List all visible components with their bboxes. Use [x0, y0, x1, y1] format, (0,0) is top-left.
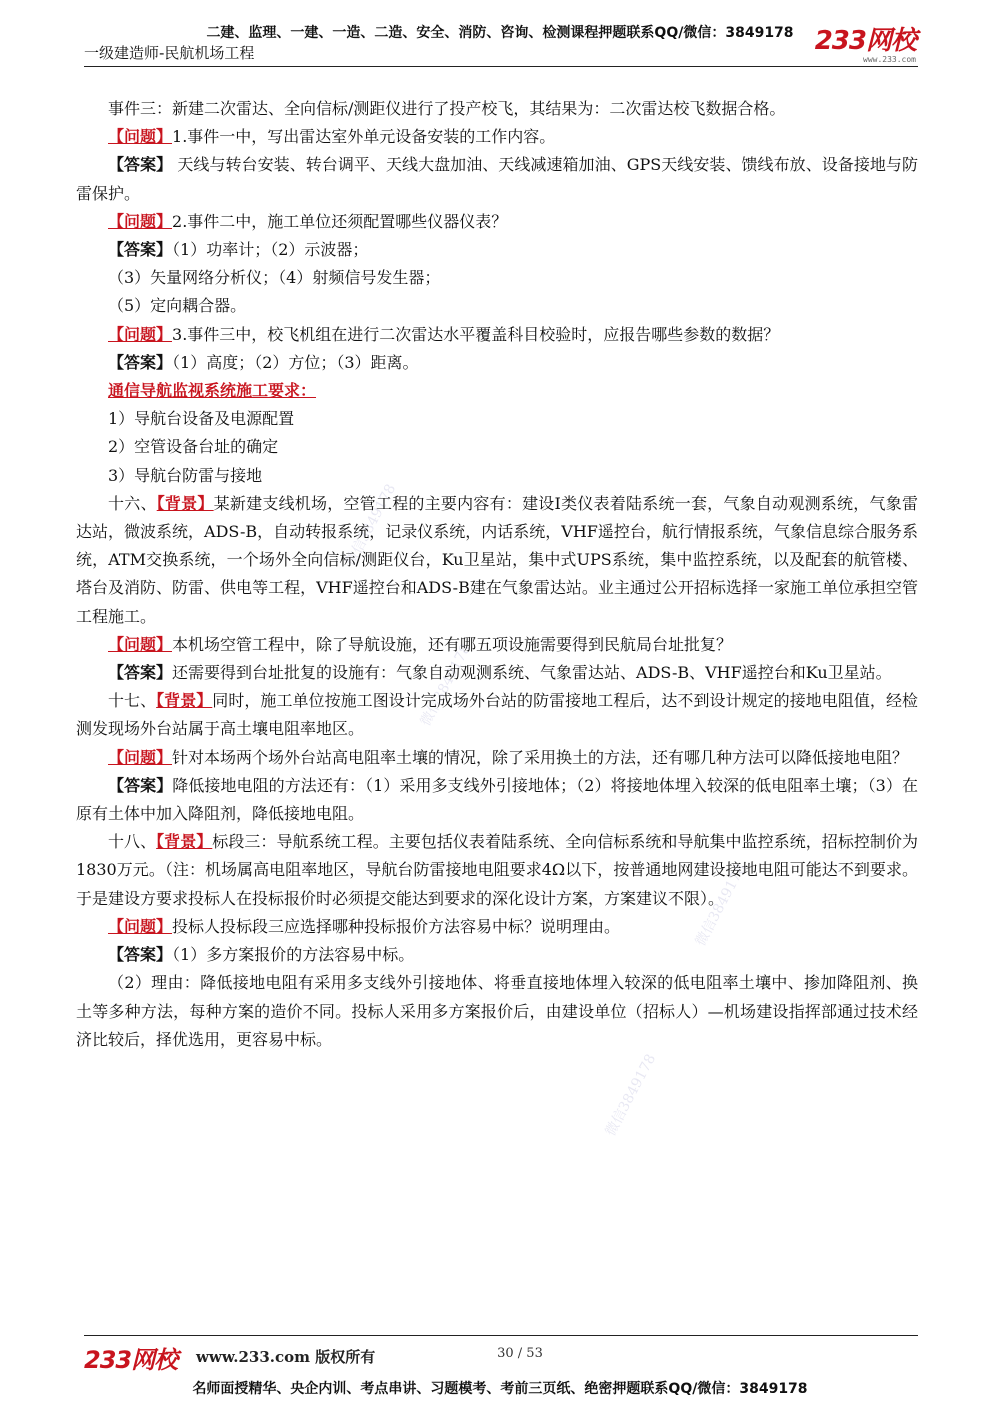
document-body: [76, 95, 918, 1054]
question-paragraph: 【问题】投标人投标段三应选择哪种投标报价方法容易中标？说明理由。: [108, 916, 621, 936]
document-subtitle: 一级建造师-民航机场工程: [84, 44, 255, 62]
footer-copyright: www.233.com 版权所有: [196, 1348, 376, 1366]
answer-line: （3）矢量网络分析仪；（4）射频信号发生器；: [108, 268, 441, 288]
logo-url: www.233.com: [863, 55, 916, 64]
question-paragraph: 【问题】1.事件一中，写出雷达室外单元设备安装的工作内容。: [108, 127, 556, 147]
answer-paragraph: 【答案】（1）高度；（2）方位；（3）距离。: [108, 352, 419, 372]
answer-tag: 【答案】: [108, 945, 173, 965]
page-number: 30 / 53: [497, 1346, 543, 1361]
background-paragraph: 十八、【背景】标段三：导航系统工程。主要包括仪表着陆系统、全向信标系统和导航集中监控系统，招标控制价为1830万元。（注：机场属高电阻率地区，导航台防雷接地电阻要求4Ω以下，按普通地网建设接地电阻可能达不到要求。于是建设方要求投标人在投标报价时必须提交能达到要求的深化设计方案，方案建议不限）。: [76, 832, 918, 908]
background-tag: 【背景】: [156, 493, 214, 513]
list-item: 1）导航台设备及电源配置: [108, 409, 295, 429]
question-paragraph: 【问题】3.事件三中，校飞机组在进行二次雷达水平覆盖科目校验时，应报告哪些参数的数据？: [108, 324, 780, 344]
answer-paragraph: 【答案】 天线与转台安装、转台调平、天线大盘加油、天线减速箱加油、GPS天线安装、馈线布放、设备接地与防雷保护。: [76, 155, 918, 203]
answer-tag: 【答案】: [108, 775, 173, 795]
watermark: 微信3849178: [417, 641, 475, 729]
list-item: 2）空管设备台址的确定: [108, 437, 279, 457]
question-tag: 【问题】: [108, 634, 173, 654]
answer-line: （5）定向耦合器。: [108, 296, 247, 316]
answer-tag: 【答案】: [108, 155, 173, 175]
background-tag: 【背景】: [156, 832, 213, 852]
background-tag: 【背景】: [156, 691, 213, 711]
paragraph: 事件三：新建二次雷达、全向信标/测距仪进行了投产校飞，其结果为：二次雷达校飞数据合格。: [108, 99, 786, 118]
question-tag: 【问题】: [108, 747, 173, 767]
header-divider: [84, 66, 918, 67]
footer-contact-line: 名师面授精华、央企内训、考点串讲、习题模考、考前三页纸、绝密押题联系QQ/微信：3849178: [192, 1381, 808, 1397]
answer-paragraph: （2）理由：降低接地电阻有采用多支线外引接地体、将垂直接地体埋入较深的低电阻率土壤中、掺加降阻剂、换土等多种方法，每种方案的造价不同。投标人采用多方案报价后，由建设单位（招标人）—机场建设指挥部通过技术经济比较后，择优选用，更容易中标。: [76, 973, 918, 1049]
background-paragraph: 十六、【背景】某新建支线机场，空管工程的主要内容有：建设I类仪表着陆系统一套，气象自动观测系统，气象雷达站，微波系统，ADS-B，自动转报系统，记录仪系统，内话系统，VHF遥控台，航行情报系统，气象信息综合服务系统，ATM交换系统，一个场外全向信标/测距仪台，Ku卫星站，集中式UPS系统，集中监控系统，以及配套的航管楼、塔台及消防、防雷、供电等工程，VHF遥控台和ADS-B建在气象雷达站。业主通过公开招标选择一家施工单位承担空管工程施工。: [76, 493, 918, 626]
watermark: 微信3849178: [602, 1051, 660, 1139]
answer-tag: 【答案】: [108, 663, 173, 683]
question-tag: 【问题】: [108, 916, 173, 936]
header-contact-line: 二建、监理、一建、一造、二造、安全、消防、咨询、检测课程押题联系QQ/微信：3849178: [206, 25, 794, 41]
footer-logo: 233网校: [84, 1346, 178, 1374]
list-item: 3）导航台防雷与接地: [108, 465, 263, 485]
watermark: 微信3849178: [342, 481, 400, 569]
question-tag: 【问题】: [108, 211, 173, 231]
answer-paragraph: 【答案】还需要得到台址批复的设施有：气象自动观测系统、气象雷达站、ADS-B、VHF遥控台和Ku卫星站。: [108, 663, 892, 683]
answer-tag: 【答案】: [108, 352, 173, 372]
footer-divider: [84, 1335, 918, 1336]
watermark: 微信3849178: [692, 861, 750, 949]
section-heading-paragraph: [76, 377, 918, 405]
section-title: 通信导航监视系统施工要求：: [108, 381, 317, 401]
question-paragraph: 【问题】针对本场两个场外台站高电阻率土壤的情况，除了采用换土的方法，还有哪几种方法可以降低接地电阻？: [108, 747, 909, 767]
question-tag: 【问题】: [108, 127, 173, 147]
brand-logo: [815, 28, 916, 64]
question-paragraph: 【问题】2.事件二中，施工单位还须配置哪些仪器仪表？: [108, 211, 508, 231]
question-paragraph: 【问题】本机场空管工程中，除了导航设施，还有哪五项设施需要得到民航局台址批复？: [108, 634, 733, 654]
question-tag: 【问题】: [108, 324, 173, 344]
logo-wordmark: 233网校: [814, 26, 916, 56]
answer-paragraph: 【答案】降低接地电阻的方法还有：（1）采用多支线外引接地体；（2）将接地体埋入较深的低电阻率土壤；（3）在原有土体中加入降阻剂，降低接地电阻。: [76, 775, 918, 824]
background-paragraph: 十七、【背景】同时，施工单位按施工图设计完成场外台站的防雷接地工程后，达不到设计规定的接地电阻值，经检测发现场外台站属于高土壤电阻率地区。: [76, 691, 918, 739]
answer-tag: 【答案】: [108, 240, 173, 260]
answer-paragraph: 【答案】（1）功率计；（2）示波器；: [108, 240, 369, 260]
answer-paragraph: 【答案】（1）多方案报价的方法容易中标。: [108, 945, 415, 965]
